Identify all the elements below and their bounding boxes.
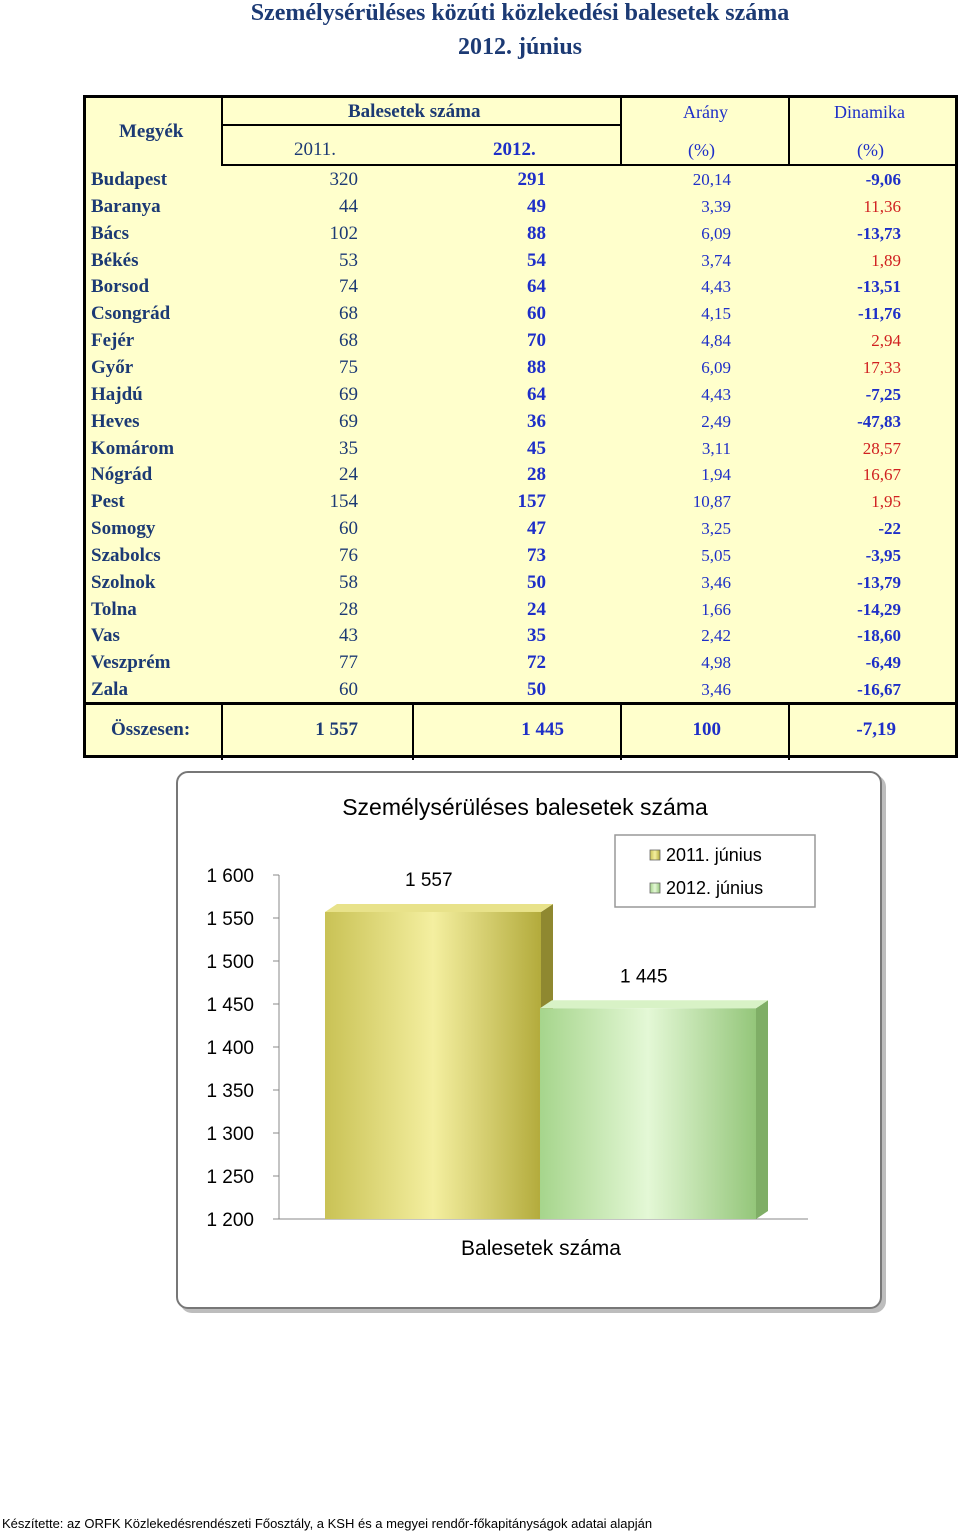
dynamics-value: 17,33 xyxy=(862,358,901,377)
county-name: Bács xyxy=(91,223,129,244)
ratio-value: 4,43 xyxy=(701,277,731,296)
grid-line xyxy=(788,98,790,166)
y-tick-label: 1 300 xyxy=(206,1124,254,1145)
accidents-2012: 64 xyxy=(527,276,546,297)
dynamics-value: 28,57 xyxy=(862,439,901,458)
grid-line xyxy=(221,98,223,166)
dynamics-value: -16,67 xyxy=(857,680,901,699)
dynamics-value: 16,67 xyxy=(862,465,901,484)
accidents-2012: 24 xyxy=(527,599,546,620)
accidents-2011: 77 xyxy=(339,652,358,673)
dynamics-value: 11,36 xyxy=(863,197,901,216)
total-ratio: 100 xyxy=(692,719,721,740)
accidents-2012: 157 xyxy=(517,491,546,512)
legend-label-2011: 2011. június xyxy=(666,845,762,865)
ratio-value: 3,25 xyxy=(701,519,731,538)
accident-table xyxy=(83,95,958,758)
county-name: Zala xyxy=(91,679,128,700)
ratio-value: 1,94 xyxy=(701,465,731,484)
accidents-2011: 35 xyxy=(339,438,358,459)
accidents-2012: 45 xyxy=(527,438,546,459)
accidents-2011: 69 xyxy=(339,411,358,432)
y-tick-label: 1 350 xyxy=(206,1081,254,1102)
ratio-value: 3,46 xyxy=(701,573,731,592)
accidents-2012: 54 xyxy=(527,250,546,271)
page-title: Személysérüléses közúti közlekedési balesetek száma xyxy=(250,0,790,26)
grid-line xyxy=(86,702,958,705)
accidents-2012: 64 xyxy=(527,384,546,405)
dynamics-value: -13,73 xyxy=(857,224,901,243)
accidents-2012: 72 xyxy=(527,652,546,673)
data-label-2012: 1 445 xyxy=(620,966,668,988)
ratio-value: 2,49 xyxy=(701,412,731,431)
dynamics-value: -9,06 xyxy=(865,170,901,189)
accidents-2012: 36 xyxy=(527,411,546,432)
ratio-value: 20,14 xyxy=(692,170,731,189)
accidents-2012: 291 xyxy=(517,169,546,190)
chart-title: Személysérüléses balesetek száma xyxy=(342,794,708,820)
chart-panel xyxy=(176,771,882,1309)
accidents-2011: 69 xyxy=(339,384,358,405)
x-axis-label: Balesetek száma xyxy=(461,1237,621,1260)
accidents-2012: 28 xyxy=(527,464,546,485)
accidents-2011: 102 xyxy=(329,223,358,244)
dynamics-value: 1,89 xyxy=(871,251,901,270)
ratio-value: 4,43 xyxy=(701,385,731,404)
ratio-value: 10,87 xyxy=(692,492,731,511)
header-dynamics: Dinamika xyxy=(834,102,905,122)
y-tick-label: 1 550 xyxy=(206,909,254,930)
county-name: Vas xyxy=(91,625,120,646)
ratio-value: 3,39 xyxy=(701,197,731,216)
header-ratio-unit: (%) xyxy=(688,140,715,160)
bar-2011 xyxy=(325,912,541,1219)
county-name: Veszprém xyxy=(91,652,171,673)
total-2012: 1 445 xyxy=(521,719,564,740)
accidents-2012: 88 xyxy=(527,223,546,244)
accidents-2011: 76 xyxy=(339,545,358,566)
bar-top-2012 xyxy=(540,1000,768,1008)
header-county: Megyék xyxy=(119,121,184,142)
county-name: Fejér xyxy=(91,330,135,351)
grid-line xyxy=(620,98,622,166)
accidents-2011: 53 xyxy=(339,250,358,271)
ratio-value: 4,15 xyxy=(701,304,731,323)
y-tick-label: 1 600 xyxy=(206,866,254,887)
accidents-2012: 70 xyxy=(527,330,546,351)
dynamics-value: -11,76 xyxy=(858,304,901,323)
header-year-2012: 2012. xyxy=(493,139,536,160)
grid-line xyxy=(221,124,620,126)
county-name: Győr xyxy=(91,357,134,378)
accidents-2011: 60 xyxy=(339,679,358,700)
accidents-2012: 35 xyxy=(527,625,546,646)
dynamics-value: -3,95 xyxy=(865,546,901,565)
header-ratio: Arány xyxy=(683,102,728,122)
grid-line xyxy=(788,702,790,760)
county-name: Borsod xyxy=(91,276,150,297)
accidents-2011: 60 xyxy=(339,518,358,539)
accidents-2012: 60 xyxy=(527,303,546,324)
grid-line xyxy=(412,702,414,760)
ratio-value: 6,09 xyxy=(701,224,731,243)
ratio-value: 4,84 xyxy=(701,331,731,350)
county-name: Csongrád xyxy=(91,303,171,324)
dynamics-value: -47,83 xyxy=(857,412,901,431)
ratio-value: 6,09 xyxy=(701,358,731,377)
dynamics-value: -18,60 xyxy=(857,626,901,645)
grid-line xyxy=(221,702,223,760)
total-2011: 1 557 xyxy=(315,719,358,740)
dynamics-value: 2,94 xyxy=(871,331,901,350)
dynamics-value: -7,25 xyxy=(865,385,901,404)
accidents-2012: 47 xyxy=(527,518,546,539)
accidents-2012: 50 xyxy=(527,679,546,700)
county-name: Tolna xyxy=(91,599,137,620)
ratio-value: 2,42 xyxy=(701,626,731,645)
accidents-2011: 28 xyxy=(339,599,358,620)
header-year-2011: 2011. xyxy=(294,139,337,160)
bar-2012 xyxy=(540,1008,756,1219)
total-label: Összesen: xyxy=(111,719,191,740)
accidents-2011: 154 xyxy=(329,491,358,512)
legend-swatch-2012 xyxy=(650,883,660,893)
county-name: Komárom xyxy=(91,438,175,459)
total-dynamics: -7,19 xyxy=(856,719,896,740)
ratio-value: 4,98 xyxy=(701,653,731,672)
accidents-2011: 75 xyxy=(339,357,358,378)
accidents-2011: 68 xyxy=(339,330,358,351)
ratio-value: 5,05 xyxy=(701,546,731,565)
grid-line xyxy=(620,702,622,760)
header-accidents: Balesetek száma xyxy=(348,101,481,122)
bars xyxy=(325,870,768,1219)
accidents-2011: 58 xyxy=(339,572,358,593)
county-name: Hajdú xyxy=(91,384,143,405)
header-dynamics-unit: (%) xyxy=(857,140,884,160)
county-name: Szabolcs xyxy=(91,545,161,566)
county-name: Budapest xyxy=(91,169,168,190)
accidents-2012: 73 xyxy=(527,545,546,566)
accidents-2011: 43 xyxy=(339,625,358,646)
accidents-2011: 320 xyxy=(329,169,358,190)
y-tick-label: 1 200 xyxy=(206,1210,254,1231)
chart-legend xyxy=(615,835,815,907)
ratio-value: 3,11 xyxy=(701,439,731,458)
footer-credit: Készítette: az ORFK Közlekedésrendészeti Főosztály, a KSH és a megyei rendőr-főkapitányságok adatai alapján xyxy=(2,1516,653,1531)
accidents-2012: 88 xyxy=(527,357,546,378)
county-name: Somogy xyxy=(91,518,156,539)
y-tick-label: 1 400 xyxy=(206,1038,254,1059)
accidents-2011: 68 xyxy=(339,303,358,324)
county-name: Pest xyxy=(91,491,125,512)
y-tick-label: 1 500 xyxy=(206,952,254,973)
ratio-value: 3,46 xyxy=(701,680,731,699)
ratio-value: 1,66 xyxy=(701,600,731,619)
dynamics-value: -13,79 xyxy=(857,573,901,592)
y-tick-label: 1 450 xyxy=(206,995,254,1016)
bar-chart xyxy=(178,773,880,1307)
dynamics-value: -6,49 xyxy=(865,653,901,672)
accidents-2012: 50 xyxy=(527,572,546,593)
y-tick-label: 1 250 xyxy=(206,1167,254,1188)
accidents-2011: 24 xyxy=(339,464,358,485)
legend-swatch-2011 xyxy=(650,850,660,860)
bar-top-2011 xyxy=(325,904,553,912)
dynamics-value: -14,29 xyxy=(857,600,901,619)
dynamics-value: -13,51 xyxy=(857,277,901,296)
dynamics-value: 1,95 xyxy=(871,492,901,511)
ratio-value: 3,74 xyxy=(701,251,731,270)
dynamics-value: -22 xyxy=(878,519,901,538)
county-name: Heves xyxy=(91,411,140,432)
county-name: Békés xyxy=(91,250,139,271)
county-name: Nógrád xyxy=(91,464,153,485)
accidents-2012: 49 xyxy=(527,196,546,217)
accidents-2011: 74 xyxy=(339,276,358,297)
county-name: Baranya xyxy=(91,196,161,217)
data-label-2011: 1 557 xyxy=(405,869,453,891)
county-name: Szolnok xyxy=(91,572,156,593)
page-subtitle: 2012. június xyxy=(457,34,583,60)
bar-side-2012 xyxy=(756,1000,768,1219)
accidents-2011: 44 xyxy=(339,196,358,217)
legend-label-2012: 2012. június xyxy=(666,878,764,898)
